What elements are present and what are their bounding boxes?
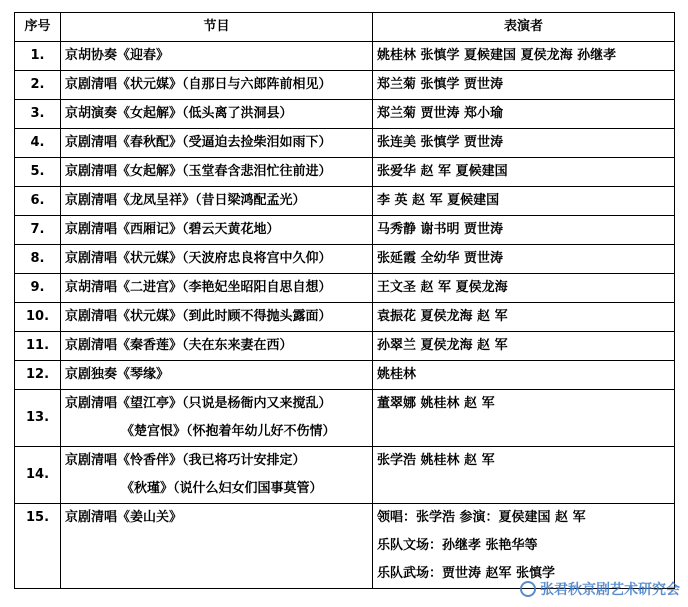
row-program (61, 390, 373, 447)
row-num: 6. (15, 187, 61, 216)
row-num: 1. (15, 42, 61, 71)
row-performers: 郑兰菊 张慎学 贾世涛 (373, 71, 675, 100)
row-program: 京剧清唱《秦香莲》（夫在东来妻在西） (61, 332, 373, 361)
row-num: 3. (15, 100, 61, 129)
row-program: 京胡演奏《女起解》（低头离了洪洞县） (61, 100, 373, 129)
table-row (15, 361, 675, 390)
header-num: 序号 (15, 13, 61, 42)
row-num: 9. (15, 274, 61, 303)
table-row (15, 129, 675, 158)
table-row (15, 274, 675, 303)
watermark (520, 579, 680, 599)
row-num: 15. (15, 504, 61, 589)
row-num: 8. (15, 245, 61, 274)
table-row (15, 100, 675, 129)
table-row (15, 245, 675, 274)
row-program: 京剧清唱《状元媒》（自那日与六郎阵前相见） (61, 71, 373, 100)
row-performers: 郑兰菊 贾世涛 郑小瑜 (373, 100, 675, 129)
program-line: 《秋瑾》（说什么妇女们国事莫管） (121, 481, 323, 496)
performer-line: 乐队文场：孙继孝 张艳华等 (377, 538, 538, 553)
table-body (15, 42, 675, 589)
row-program: 京剧清唱《姜山关》 (61, 504, 373, 589)
watermark-text: 张君秋京剧艺术研究会 (540, 582, 680, 598)
row-performers: 袁振花 夏侯龙海 赵 军 (373, 303, 675, 332)
program-line: 《楚宫恨》（怀抱着年幼儿好不伤情） (121, 424, 336, 439)
row-num: 2. (15, 71, 61, 100)
row-num: 4. (15, 129, 61, 158)
row-performers: 孙翠兰 夏侯龙海 赵 军 (373, 332, 675, 361)
row-num: 14. (15, 447, 61, 504)
table-row (15, 42, 675, 71)
row-num: 10. (15, 303, 61, 332)
row-performers (373, 504, 675, 589)
table-row (15, 504, 675, 589)
table-row (15, 216, 675, 245)
row-performers: 李 英 赵 军 夏候建国 (373, 187, 675, 216)
table-row (15, 332, 675, 361)
row-program: 京剧清唱《状元媒》（天波府忠良将宫中久仰） (61, 245, 373, 274)
row-performers: 马秀静 谢书明 贾世涛 (373, 216, 675, 245)
wechat-logo-icon (520, 581, 536, 597)
row-program: 京剧清唱《龙凤呈祥》（昔日梁鸿配孟光） (61, 187, 373, 216)
row-num: 5. (15, 158, 61, 187)
row-program: 京胡清唱《二进宫》（李艳妃坐昭阳自思自想） (61, 274, 373, 303)
row-performers: 张延霞 全幼华 贾世涛 (373, 245, 675, 274)
program-line: 京剧清唱《望江亭》（只说是杨衙内又来搅乱） (65, 396, 332, 411)
row-performers: 张学浩 姚桂林 赵 军 (373, 447, 675, 504)
program-table (14, 12, 675, 589)
row-performers: 董翠娜 姚桂林 赵 军 (373, 390, 675, 447)
row-num: 7. (15, 216, 61, 245)
row-num: 12. (15, 361, 61, 390)
row-program: 京剧清唱《女起解》（玉堂春含悲泪忙往前进） (61, 158, 373, 187)
table-row (15, 158, 675, 187)
row-program: 京剧清唱《状元媒》（到此时顾不得抛头露面） (61, 303, 373, 332)
row-performers: 王文圣 赵 军 夏侯龙海 (373, 274, 675, 303)
row-performers: 姚桂林 张慎学 夏候建国 夏侯龙海 孙继孝 (373, 42, 675, 71)
table-row (15, 390, 675, 447)
row-performers: 姚桂林 (373, 361, 675, 390)
header-program: 节目 (61, 13, 373, 42)
row-program: 京剧清唱《春秋配》（受逼迫去捡柴泪如雨下） (61, 129, 373, 158)
table-row (15, 71, 675, 100)
row-program: 京剧清唱《西厢记》（碧云天黄花地） (61, 216, 373, 245)
row-program: 京剧独奏《琴缘》 (61, 361, 373, 390)
table-row (15, 447, 675, 504)
table-row (15, 187, 675, 216)
row-program: 京胡协奏《迎春》 (61, 42, 373, 71)
performer-line: 领唱：张学浩 参演：夏侯建国 赵 军 (377, 510, 586, 525)
header-row (15, 13, 675, 42)
row-performers: 张连美 张慎学 贾世涛 (373, 129, 675, 158)
program-line: 京剧清唱《怜香伴》（我已将巧计安排定） (65, 453, 306, 468)
performer-line: 乐队武场：贾世涛 赵军 张慎学 (377, 566, 556, 581)
row-num: 13. (15, 390, 61, 447)
row-program (61, 447, 373, 504)
table-row (15, 303, 675, 332)
header-performers: 表演者 (373, 13, 675, 42)
row-num: 11. (15, 332, 61, 361)
row-performers: 张爱华 赵 军 夏候建国 (373, 158, 675, 187)
